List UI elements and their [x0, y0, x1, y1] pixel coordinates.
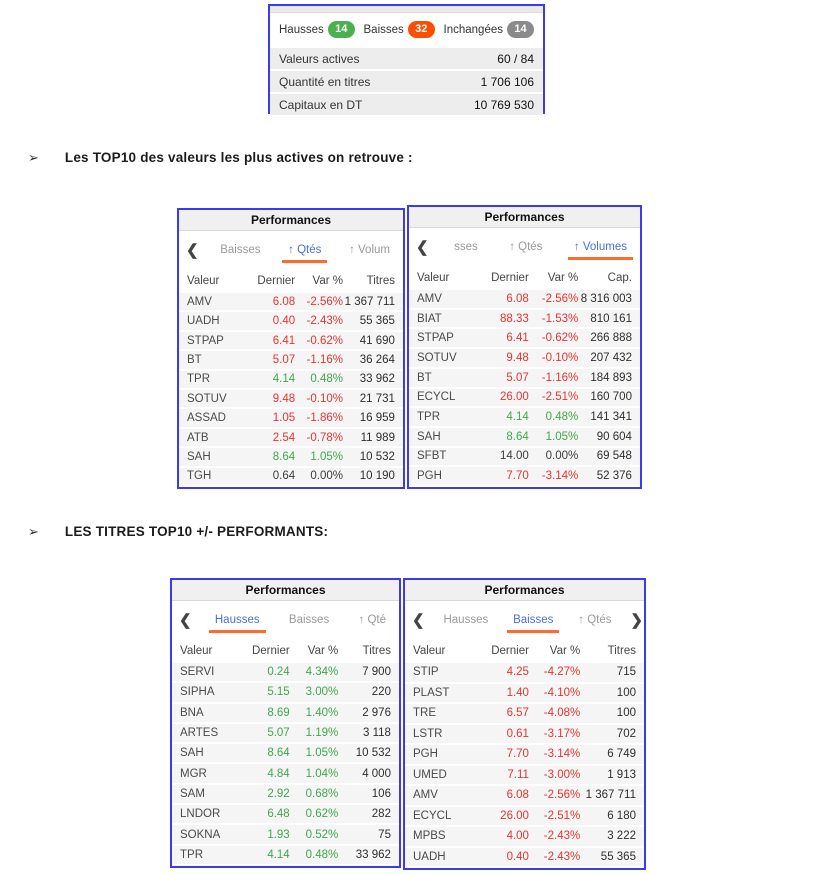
- cell-var: -4.08%: [543, 707, 581, 720]
- table-row[interactable]: [179, 371, 403, 390]
- cell-quantity: 90 604: [596, 430, 632, 443]
- cell-dernier: 6.08: [272, 295, 296, 308]
- cell-var: -3.14%: [543, 748, 581, 761]
- cell-valeur: TPR: [187, 373, 210, 386]
- cell-dernier: 8.64: [506, 430, 529, 443]
- cell-var: -2.56%: [306, 295, 343, 308]
- table-rows: [405, 663, 644, 868]
- cell-quantity: 207 432: [590, 351, 632, 364]
- table-row[interactable]: [409, 369, 640, 389]
- column-header-label: Valeur: [187, 275, 220, 287]
- cell-quantity: 10 190: [359, 470, 395, 483]
- cell-valeur: TPR: [417, 411, 440, 424]
- cell-quantity: 41 690: [359, 334, 395, 347]
- cell-var: -4.10%: [543, 686, 581, 699]
- column-header-label: Var %: [547, 272, 579, 284]
- table-row[interactable]: [409, 349, 640, 369]
- badge-label: Hausses: [279, 23, 324, 36]
- cell-valeur: SAM: [180, 787, 205, 800]
- cell-valeur: LSTR: [413, 727, 443, 740]
- chevron-left-icon[interactable]: ❮: [186, 242, 199, 259]
- cell-var: -1.53%: [541, 312, 579, 325]
- bullet-arrow-icon: ➢: [28, 150, 39, 165]
- cell-var: -0.10%: [306, 392, 343, 405]
- cell-quantity: 33 962: [359, 373, 395, 386]
- bullet-top10-actives: [28, 150, 413, 166]
- table-row[interactable]: [409, 467, 640, 487]
- cell-valeur: TGH: [187, 470, 212, 483]
- cell-dernier: 5.07: [272, 353, 296, 366]
- table-row[interactable]: [172, 846, 399, 866]
- cell-valeur: MPBS: [413, 830, 446, 843]
- table-row[interactable]: [172, 825, 399, 845]
- cell-quantity: 100: [616, 686, 636, 699]
- column-header-label: Var %: [307, 645, 339, 657]
- cell-valeur: SFBT: [417, 450, 447, 463]
- table-row[interactable]: [179, 429, 403, 448]
- cell-var: 1.05%: [545, 430, 579, 443]
- cell-valeur: SOKNA: [180, 828, 221, 841]
- table-row[interactable]: [405, 807, 644, 828]
- cell-valeur: BT: [417, 371, 432, 384]
- panel-title: Performances: [409, 207, 640, 228]
- cell-valeur: LNDOR: [180, 808, 221, 821]
- cell-valeur: SAH: [417, 430, 441, 443]
- bullet-top10-performants: [28, 524, 328, 540]
- cell-quantity: 33 962: [355, 848, 391, 861]
- cell-var: 3.00%: [305, 686, 339, 699]
- summary-row-value: 10 769 530: [473, 97, 534, 112]
- summary-row: [270, 94, 543, 115]
- cell-var: -2.43%: [543, 830, 581, 843]
- tab-volum[interactable]: ↑ Volum: [349, 244, 390, 256]
- cell-quantity: 1 367 711: [585, 789, 636, 802]
- tab-strip: [172, 601, 399, 639]
- cell-dernier: 6.08: [506, 292, 529, 305]
- tab-baisses[interactable]: Baisses: [507, 607, 559, 633]
- panel-title: Performances: [172, 580, 399, 601]
- column-header-label: Titres: [362, 645, 391, 657]
- cell-quantity: 69 548: [596, 450, 632, 463]
- cell-quantity: 4 000: [362, 767, 391, 780]
- cell-quantity: 3 118: [363, 727, 391, 740]
- cell-var: 0.52%: [305, 828, 339, 841]
- chevron-left-icon[interactable]: ❮: [416, 239, 429, 256]
- cell-dernier: 5.07: [267, 727, 290, 740]
- cell-valeur: PLAST: [413, 686, 450, 699]
- column-header-label: Dernier: [491, 645, 529, 657]
- cell-valeur: UMED: [413, 768, 447, 781]
- cell-var: 1.40%: [305, 706, 339, 719]
- cell-quantity: 6 749: [607, 748, 636, 761]
- column-header-label: Dernier: [257, 275, 296, 287]
- table-row[interactable]: [405, 684, 644, 705]
- badge-group-inchangées: [444, 21, 534, 38]
- cell-var: -2.51%: [543, 809, 581, 822]
- cell-quantity: 10 532: [359, 450, 395, 463]
- tab-hausses[interactable]: Hausses: [209, 607, 266, 633]
- cell-quantity: 75: [378, 828, 391, 841]
- bullet-arrow-icon: ➢: [28, 524, 39, 539]
- cell-var: -1.16%: [541, 371, 579, 384]
- cell-valeur: SOTUV: [187, 392, 227, 405]
- cell-dernier: 5.07: [506, 371, 529, 384]
- cell-valeur: UADH: [413, 850, 446, 863]
- column-header: [405, 639, 644, 663]
- cell-var: -1.16%: [306, 353, 343, 366]
- table-row[interactable]: [172, 683, 399, 703]
- cell-var: -0.62%: [541, 332, 579, 345]
- cell-dernier: 4.00: [506, 830, 529, 843]
- cell-dernier: 2.92: [267, 787, 290, 800]
- table-row[interactable]: [409, 448, 640, 468]
- chevron-right-icon[interactable]: ❯: [630, 612, 643, 629]
- cell-dernier: 4.25: [506, 666, 529, 679]
- cell-quantity: 266 888: [590, 332, 632, 345]
- column-header-label: Titres: [366, 275, 395, 287]
- cell-dernier: 4.84: [267, 767, 290, 780]
- cell-dernier: 2.54: [272, 431, 296, 444]
- table-row[interactable]: [172, 805, 399, 825]
- cell-var: 0.00%: [310, 470, 343, 483]
- cell-dernier: 26.00: [500, 391, 529, 404]
- table-row[interactable]: [179, 390, 403, 409]
- chevron-left-icon[interactable]: ❮: [179, 612, 192, 629]
- table-row[interactable]: [405, 663, 644, 684]
- badge-count-pill: 14: [328, 21, 355, 38]
- table-row[interactable]: [405, 704, 644, 725]
- cell-quantity: 220: [371, 686, 391, 699]
- cell-quantity: 8 316 003: [580, 292, 632, 305]
- cell-dernier: 1.40: [506, 686, 529, 699]
- column-header-label: Var %: [549, 645, 581, 657]
- cell-dernier: 4.14: [272, 373, 296, 386]
- cell-dernier: 8.64: [272, 450, 296, 463]
- cell-dernier: 7.70: [506, 748, 529, 761]
- cell-var: -1.86%: [306, 412, 343, 425]
- table-row[interactable]: [172, 724, 399, 744]
- badge-label: Baisses: [363, 23, 404, 36]
- panel-title: Performances: [179, 210, 403, 231]
- column-header-label: Cap.: [607, 272, 632, 284]
- table-row[interactable]: [409, 408, 640, 428]
- cell-dernier: 4.14: [267, 848, 290, 861]
- column-header-label: Titres: [607, 645, 636, 657]
- summary-row-label: Valeurs actives: [279, 51, 360, 66]
- table-row[interactable]: [172, 764, 399, 784]
- cell-var: -0.10%: [541, 351, 579, 364]
- cell-dernier: 6.41: [272, 334, 296, 347]
- summary-row: [270, 48, 543, 69]
- cell-valeur: AMV: [187, 295, 212, 308]
- summary-row-value: 60 / 84: [497, 51, 534, 66]
- cell-var: -0.78%: [306, 431, 343, 444]
- table-row[interactable]: [405, 745, 644, 766]
- market-badges-row: [270, 13, 543, 46]
- column-header-label: Dernier: [251, 645, 290, 657]
- cell-dernier: 9.48: [506, 351, 529, 364]
- table-row[interactable]: [409, 290, 640, 310]
- performances-panel-qtes: [177, 208, 405, 489]
- cell-var: 0.48%: [310, 373, 343, 386]
- cell-valeur: UADH: [187, 315, 220, 328]
- tab-baisses[interactable]: Baisses: [288, 614, 330, 626]
- tab-qtés[interactable]: ↑ Qtés: [509, 241, 543, 253]
- cell-dernier: 0.40: [272, 315, 296, 328]
- tab-strip: [179, 231, 403, 269]
- cell-var: -2.43%: [306, 315, 343, 328]
- tab-strip: [405, 601, 644, 639]
- cell-dernier: 6.48: [267, 808, 290, 821]
- performances-panel-volumes: [407, 205, 642, 489]
- cell-dernier: 8.64: [267, 747, 290, 760]
- column-header: [172, 639, 399, 663]
- cell-var: -0.62%: [306, 334, 343, 347]
- table-row[interactable]: [405, 827, 644, 848]
- cell-var: -3.00%: [543, 768, 581, 781]
- cell-quantity: 2 976: [362, 706, 391, 719]
- table-row[interactable]: [405, 848, 644, 869]
- cell-var: 1.05%: [305, 747, 339, 760]
- cell-dernier: 8.69: [267, 706, 290, 719]
- table-rows: [179, 293, 403, 487]
- cell-valeur: TPR: [180, 848, 203, 861]
- cell-quantity: 52 376: [596, 470, 632, 483]
- cell-valeur: STPAP: [417, 332, 454, 345]
- tab-volumes[interactable]: ↑ Volumes: [568, 234, 633, 260]
- cell-valeur: BNA: [180, 706, 204, 719]
- market-summary-rows: [270, 48, 543, 115]
- column-header: [409, 266, 640, 290]
- bullet-text: LES TITRES TOP10 +/- PERFORMANTS:: [64, 524, 329, 539]
- cell-var: -3.17%: [543, 727, 581, 740]
- cell-valeur: SIPHA: [180, 686, 215, 699]
- performances-panel-baisses: [403, 578, 646, 870]
- cell-valeur: BT: [187, 353, 202, 366]
- cell-dernier: 0.61: [506, 727, 529, 740]
- tab-hausses[interactable]: Hausses: [443, 614, 489, 626]
- cell-valeur: STIP: [413, 666, 439, 679]
- cell-quantity: 160 700: [590, 391, 632, 404]
- cell-var: 1.04%: [305, 767, 339, 780]
- cell-var: -2.56%: [543, 789, 581, 802]
- table-row[interactable]: [409, 310, 640, 330]
- cell-quantity: 184 893: [590, 371, 632, 384]
- summary-row-value: 1 706 106: [480, 74, 534, 89]
- cell-var: 0.68%: [305, 787, 339, 800]
- cell-valeur: ASSAD: [187, 412, 226, 425]
- cell-dernier: 1.05: [272, 412, 296, 425]
- cell-quantity: 55 365: [359, 315, 395, 328]
- table-row[interactable]: [409, 428, 640, 448]
- cell-var: -4.27%: [543, 666, 581, 679]
- table-row[interactable]: [179, 468, 403, 487]
- cell-var: -2.51%: [541, 391, 579, 404]
- table-row[interactable]: [179, 332, 403, 351]
- cell-var: 0.48%: [305, 848, 339, 861]
- table-rows: [172, 663, 399, 866]
- cell-dernier: 14.00: [500, 450, 529, 463]
- cell-valeur: AMV: [413, 789, 438, 802]
- cell-quantity: 3 222: [607, 830, 636, 843]
- table-row[interactable]: [172, 704, 399, 724]
- tab-qtés[interactable]: ↑ Qtés: [282, 237, 327, 263]
- cell-quantity: 282: [371, 808, 391, 821]
- cell-var: 1.19%: [305, 727, 339, 740]
- table-row[interactable]: [179, 448, 403, 467]
- table-row[interactable]: [405, 725, 644, 746]
- cell-quantity: 55 365: [600, 850, 636, 863]
- summary-row-label: Quantité en titres: [279, 74, 371, 89]
- cell-var: 1.05%: [310, 450, 343, 463]
- cell-dernier: 26.00: [500, 809, 529, 822]
- cell-valeur: SOTUV: [417, 351, 457, 364]
- cell-dernier: 7.11: [507, 768, 529, 781]
- table-row[interactable]: [179, 293, 403, 312]
- cell-var: -3.14%: [541, 470, 579, 483]
- table-row[interactable]: [405, 786, 644, 807]
- performances-panel-hausses: [170, 578, 401, 868]
- panel-title: Performances: [405, 580, 644, 601]
- tab-qtés[interactable]: ↑ Qtés: [578, 614, 612, 626]
- cell-dernier: 5.15: [267, 686, 290, 699]
- tab-sses[interactable]: sses: [454, 241, 478, 253]
- cell-var: 0.48%: [545, 411, 579, 424]
- cell-quantity: 715: [616, 666, 636, 679]
- badge-group-baisses: [364, 21, 435, 38]
- market-summary-box: [268, 4, 545, 114]
- cell-var: -2.56%: [541, 292, 579, 305]
- cell-var: 4.34%: [305, 666, 339, 679]
- cell-dernier: 6.08: [506, 789, 529, 802]
- column-header-label: Var %: [312, 275, 343, 287]
- table-row[interactable]: [172, 744, 399, 764]
- badge-group-hausses: [279, 21, 355, 38]
- cell-quantity: 810 161: [590, 312, 632, 325]
- table-row[interactable]: [172, 785, 399, 805]
- table-rows: [409, 290, 640, 487]
- cell-dernier: 9.48: [272, 392, 296, 405]
- summary-row: [270, 71, 543, 92]
- cell-valeur: SERVI: [180, 666, 215, 679]
- cell-quantity: 106: [371, 787, 391, 800]
- cell-var: -2.43%: [543, 850, 581, 863]
- chevron-left-icon[interactable]: ❮: [412, 612, 425, 629]
- column-header-label: Valeur: [180, 645, 213, 657]
- cell-valeur: PGH: [413, 748, 438, 761]
- cell-quantity: 36 264: [359, 353, 395, 366]
- cell-dernier: 4.14: [506, 411, 529, 424]
- summary-row-label: Capitaux en DT: [279, 97, 363, 112]
- cell-var: 0.00%: [545, 450, 579, 463]
- cell-quantity: 10 532: [355, 747, 391, 760]
- column-header-label: Valeur: [413, 645, 446, 657]
- badge-count-pill: 14: [507, 21, 534, 38]
- cell-valeur: BIAT: [417, 312, 442, 325]
- badge-label: Inchangées: [443, 23, 503, 36]
- cell-dernier: 6.41: [506, 332, 529, 345]
- cell-dernier: 7.70: [506, 470, 529, 483]
- badge-count-pill: 32: [408, 21, 435, 38]
- tab-strip: [409, 228, 640, 266]
- column-header-label: Dernier: [491, 272, 529, 284]
- cell-valeur: SAH: [187, 450, 211, 463]
- cell-quantity: 702: [616, 727, 636, 740]
- cell-quantity: 1 367 711: [344, 295, 395, 308]
- cell-valeur: SAH: [180, 747, 204, 760]
- cell-dernier: 6.57: [506, 707, 529, 720]
- table-row[interactable]: [179, 312, 403, 331]
- cell-quantity: 7 900: [362, 666, 391, 679]
- cell-quantity: 21 731: [359, 392, 395, 405]
- cell-valeur: ARTES: [180, 727, 219, 740]
- cell-quantity: 6 180: [607, 809, 636, 822]
- cell-quantity: 100: [616, 707, 636, 720]
- summary-header-strip: [270, 6, 543, 13]
- table-row[interactable]: [179, 351, 403, 370]
- cell-quantity: 11 989: [360, 431, 395, 444]
- tab-qté[interactable]: ↑ Qté: [358, 614, 386, 626]
- cell-valeur: PGH: [417, 470, 442, 483]
- cell-valeur: MGR: [180, 767, 207, 780]
- cell-dernier: 0.40: [506, 850, 529, 863]
- cell-dernier: 0.24: [267, 666, 290, 679]
- cell-var: 0.62%: [305, 808, 339, 821]
- cell-valeur: ATB: [187, 431, 209, 444]
- cell-valeur: TRE: [413, 707, 436, 720]
- table-row[interactable]: [172, 663, 399, 683]
- cell-valeur: AMV: [417, 292, 442, 305]
- table-row[interactable]: [409, 389, 640, 409]
- bullet-text: Les TOP10 des valeurs les plus actives on retrouve :: [64, 150, 413, 165]
- cell-quantity: 141 341: [590, 411, 632, 424]
- tab-baisses[interactable]: Baisses: [220, 244, 261, 256]
- cell-dernier: 1.93: [267, 828, 290, 841]
- cell-quantity: 16 959: [359, 412, 395, 425]
- cell-valeur: ECYCL: [417, 391, 456, 404]
- table-row[interactable]: [405, 766, 644, 787]
- cell-valeur: ECYCL: [413, 809, 452, 822]
- cell-dernier: 88.33: [500, 312, 529, 325]
- column-header-label: Valeur: [417, 272, 450, 284]
- cell-dernier: 0.64: [272, 470, 296, 483]
- cell-valeur: STPAP: [187, 334, 224, 347]
- table-row[interactable]: [179, 409, 403, 428]
- column-header: [179, 269, 403, 293]
- table-row[interactable]: [409, 329, 640, 349]
- cell-quantity: 1 913: [607, 768, 636, 781]
